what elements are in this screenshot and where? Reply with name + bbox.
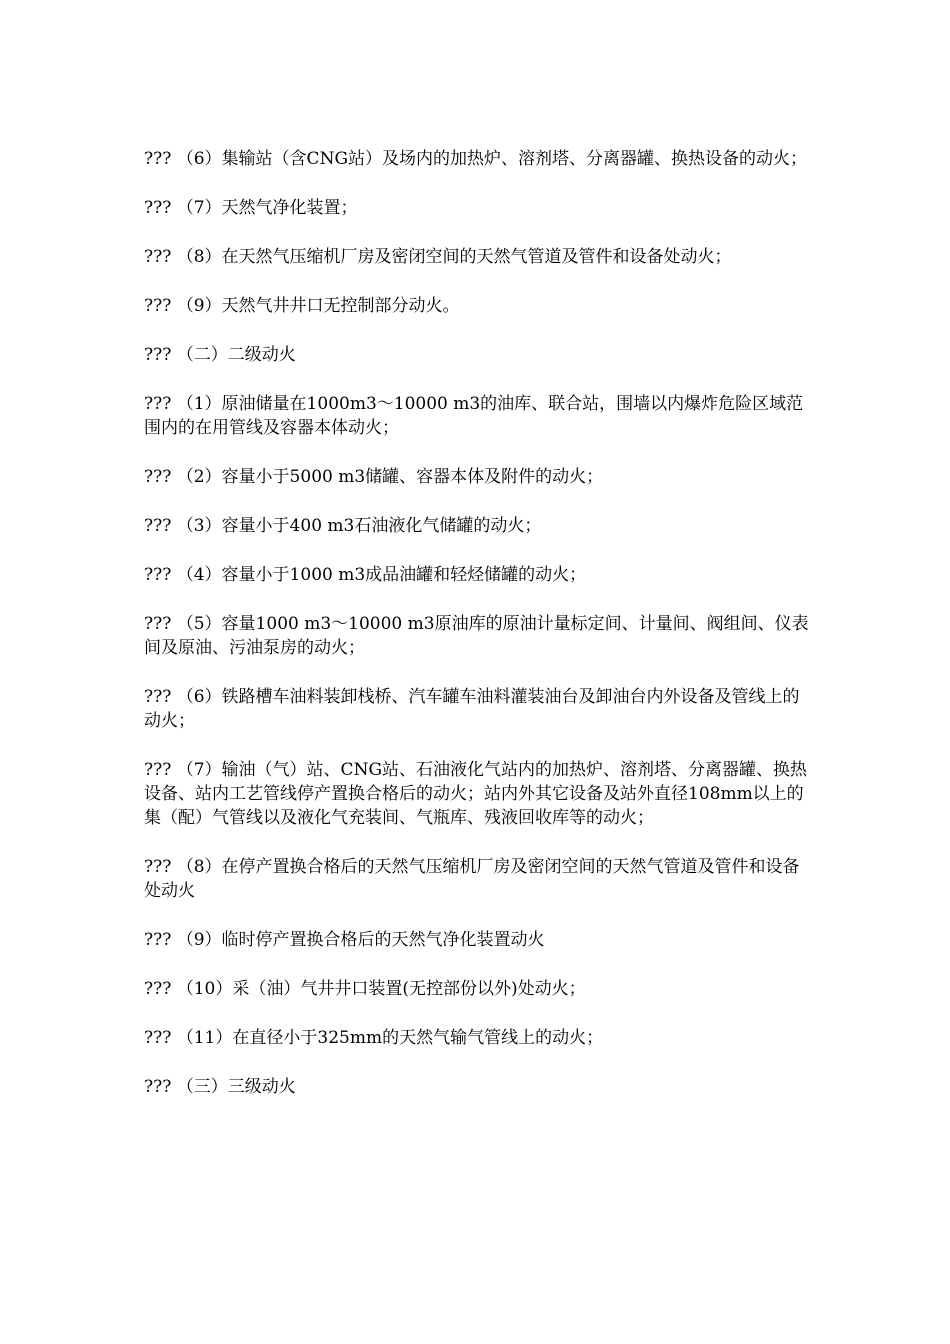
paragraph: ??? （8）在停产置换合格后的天然气压缩机厂房及密闭空间的天然气管道及管件和设备处动火 <box>144 857 800 901</box>
paragraph: ??? （11）在直径小于325mm的天然气输气管线上的动火； <box>144 1028 604 1048</box>
section-heading: ??? （三）三级动火 <box>144 1077 296 1097</box>
paragraph: ??? （5）容量1000 m3～10000 m3原油库的原油计量标定间、计量间、阀组间、仪表间及原油、污油泵房的动火； <box>144 614 809 658</box>
paragraph: ??? （4）容量小于1000 m3成品油罐和轻烃储罐的动火； <box>144 565 587 585</box>
paragraph: ??? （7）输油（气）站、CNG站、石油液化气站内的加热炉、溶剂塔、分离器罐、换热设备、站内工艺管线停产置换合格后的动火；站内外其它设备及站外直径108mm以上的集（配）气管线以及液化气充装间、气瓶库、残液回收库等的动火； <box>144 760 808 828</box>
section-heading: ??? （二）二级动火 <box>144 345 296 365</box>
paragraph: ??? （7）天然气净化装置； <box>144 198 358 218</box>
paragraph: ??? （8）在天然气压缩机厂房及密闭空间的天然气管道及管件和设备处动火； <box>144 247 732 267</box>
paragraph: ??? （9）天然气井井口无控制部分动火。 <box>144 296 460 316</box>
paragraph: ??? （6）集输站（含CNG站）及场内的加热炉、溶剂塔、分离器罐、换热设备的动火； <box>144 149 808 169</box>
paragraph: ??? （3）容量小于400 m3石油液化气储罐的动火； <box>144 516 542 536</box>
paragraph: ??? （1）原油储量在1000m3～10000 m3的油库、联合站，围墙以内爆炸危险区域范围内的在用管线及容器本体动火； <box>144 394 804 438</box>
paragraph: ??? （9）临时停产置换合格后的天然气净化装置动火 <box>144 930 545 950</box>
paragraph: ??? （10）采（油）气井井口装置(无控部份以外)处动火； <box>144 979 586 999</box>
document-body <box>144 147 810 1124</box>
paragraph: ??? （2）容量小于5000 m3储罐、容器本体及附件的动火； <box>144 467 604 487</box>
paragraph: ??? （6）铁路槽车油料装卸栈桥、汽车罐车油料灌装油台及卸油台内外设备及管线上的动火； <box>144 687 800 731</box>
